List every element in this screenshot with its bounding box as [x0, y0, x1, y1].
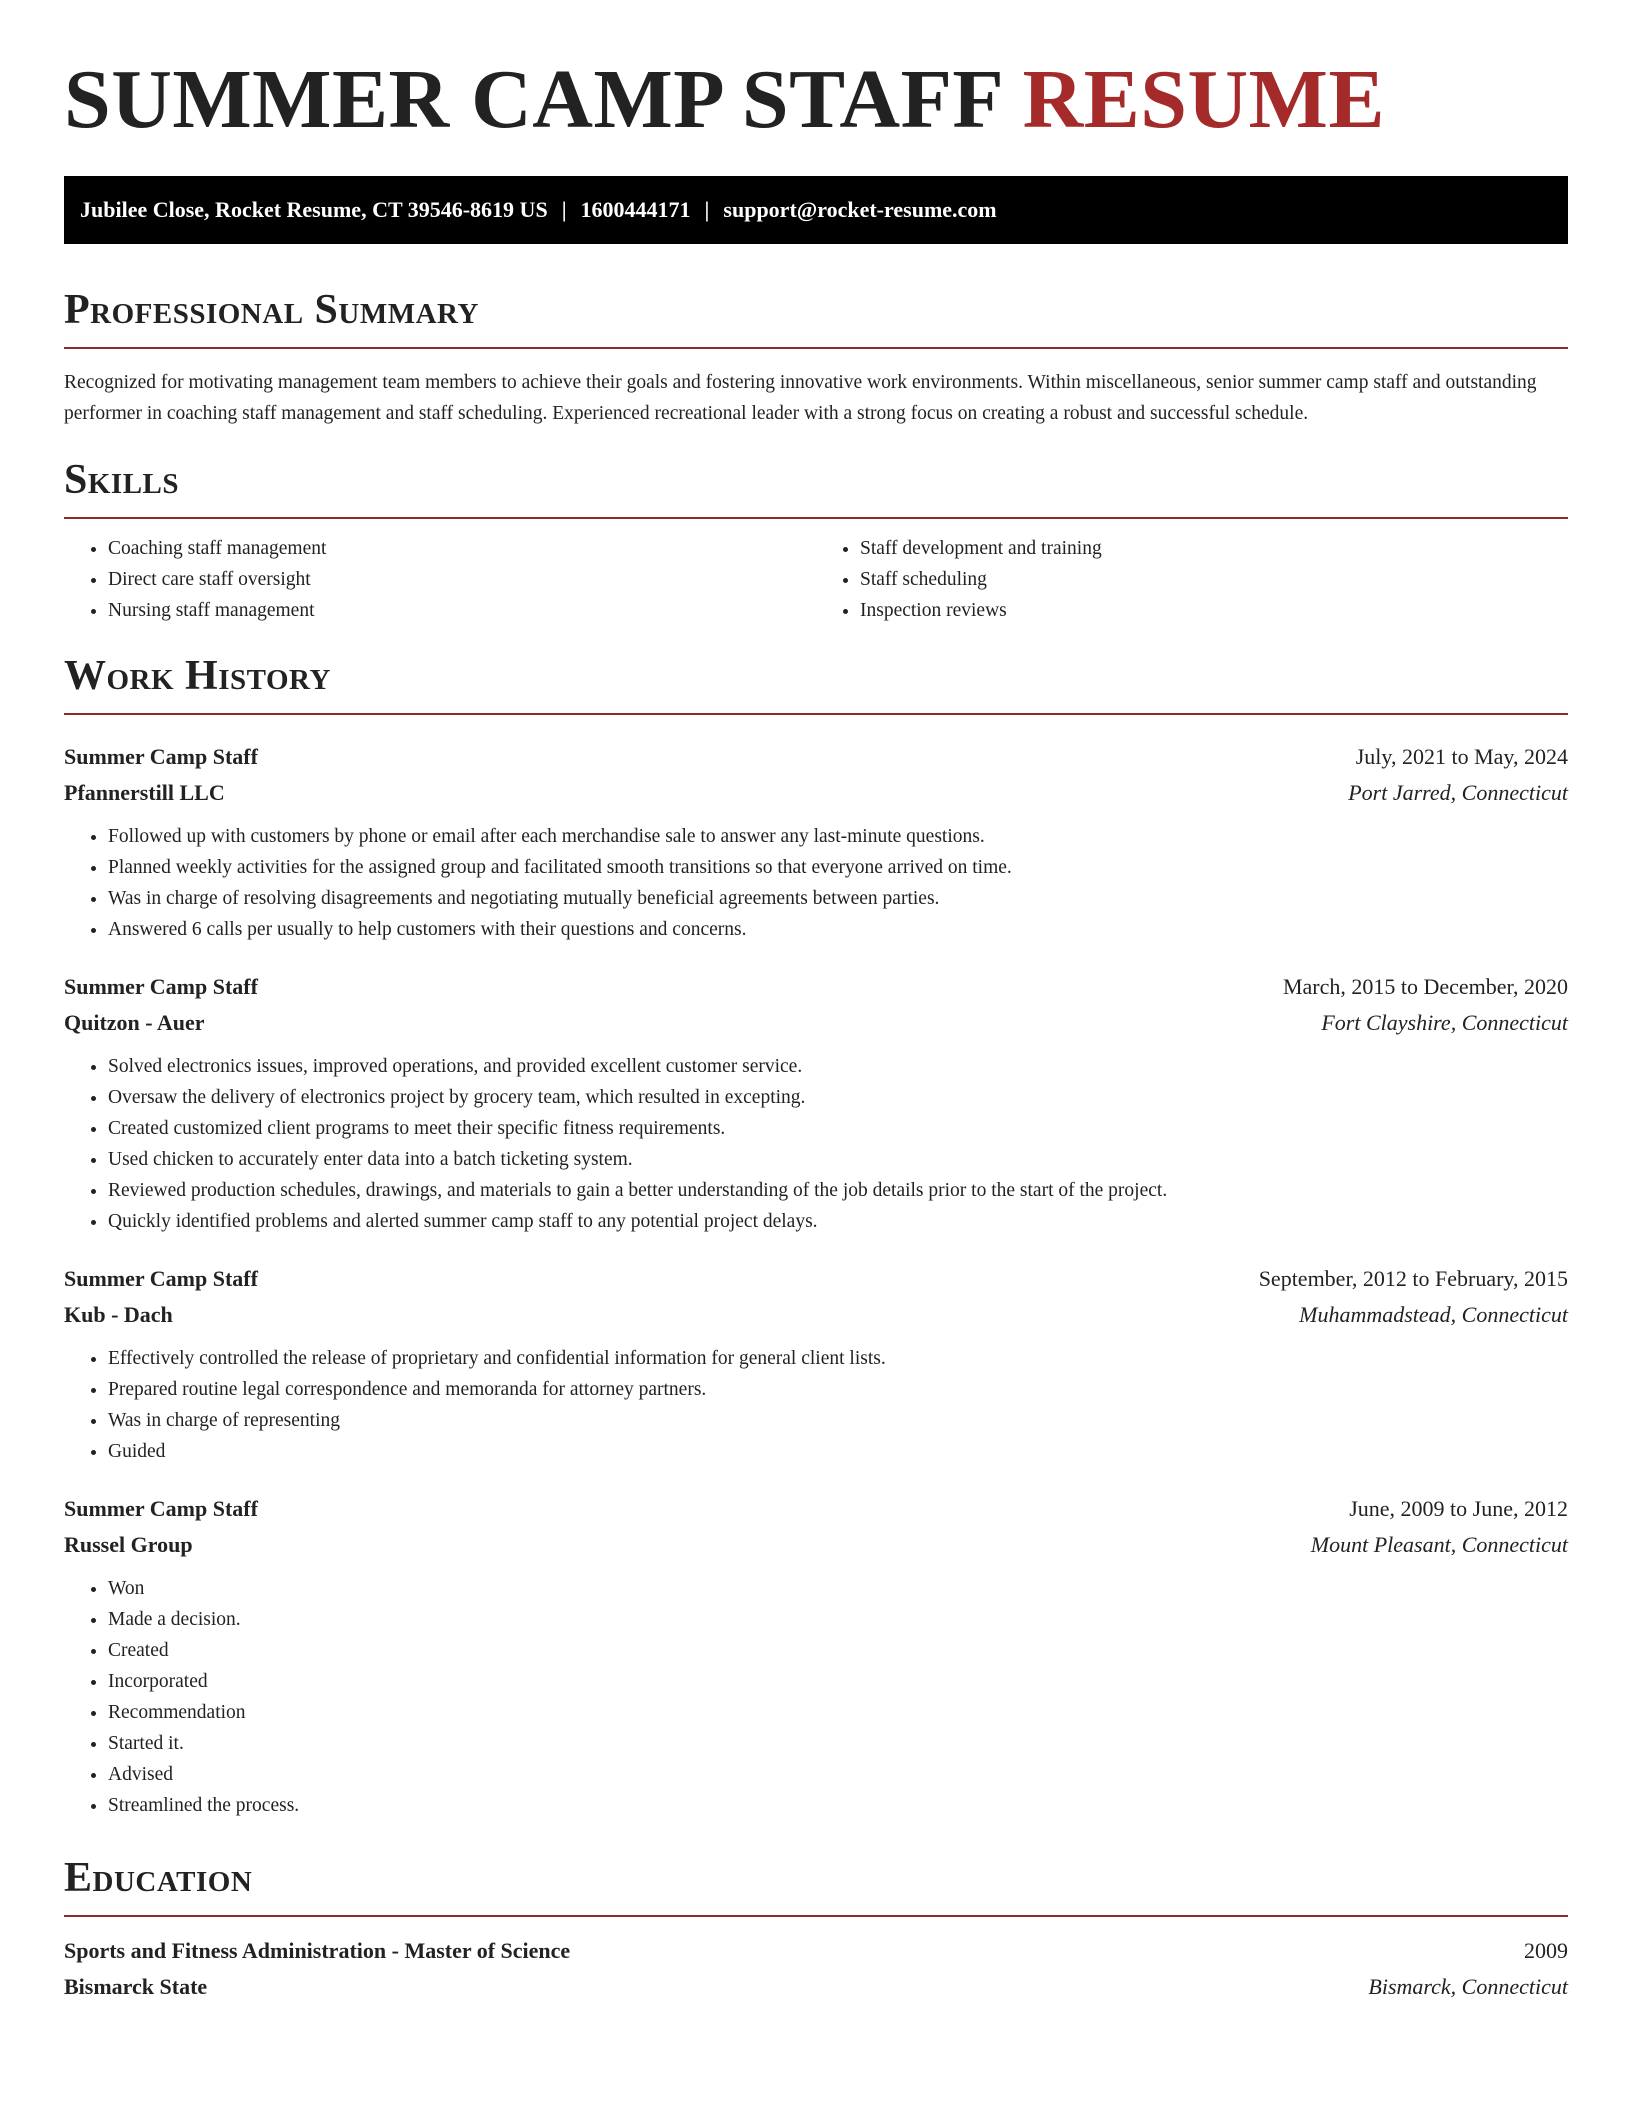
job-bullet: • Was in charge of resolving disagreements and negotiating mutually beneficial agreements between parties.: [108, 883, 1568, 914]
job-entry: [64, 739, 1568, 945]
job-bullet: • Reviewed production schedules, drawings, and materials to gain a better understanding of the job details prior to the start of the project.: [108, 1175, 1568, 1206]
job-title: Summer Camp Staff: [64, 1266, 258, 1291]
title-accent: RESUME: [1022, 53, 1385, 146]
job-dates: March, 2015 to December, 2020: [1282, 974, 1568, 999]
job-company-row: [64, 1005, 1568, 1041]
job-bullet: • Prepared routine legal correspondence and memoranda for attorney partners.: [108, 1374, 1568, 1405]
skill-item: • Staff scheduling: [860, 564, 1568, 595]
summary-section: [64, 285, 1568, 429]
job-bullet: • Was in charge of representing: [108, 1405, 1568, 1436]
title-main: SUMMER CAMP STAFF: [64, 53, 1002, 146]
job-bullet: • Effectively controlled the release of proprietary and confidential information for general client lists.: [108, 1343, 1568, 1374]
job-header-row: [64, 1491, 1568, 1527]
job-bullet: • Won: [108, 1573, 1568, 1604]
skill-item: • Direct care staff oversight: [108, 564, 816, 595]
section-heading: Skills: [64, 457, 180, 503]
education-degree: Sports and Fitness Administration - Master of Science: [64, 1938, 571, 1963]
job-bullet: • Advised: [108, 1759, 1568, 1790]
job-bullet: • Made a decision.: [108, 1604, 1568, 1635]
job-location: Fort Clayshire, Connecticut: [1321, 1010, 1568, 1035]
skills-column-left: [64, 533, 816, 626]
education-school: Bismarck State: [64, 1974, 208, 1999]
job-bullets: [64, 1051, 1568, 1237]
job-bullet: • Started it.: [108, 1728, 1568, 1759]
job-bullet: • Guided: [108, 1436, 1568, 1467]
skills-column-right: [816, 533, 1568, 626]
section-divider: [64, 1915, 1568, 1917]
skills-section: [64, 455, 1568, 626]
summary-text: Recognized for motivating management team members to achieve their goals and fostering innovative work environments. Within miscellaneous, senior summer camp staff and outstanding performer in coaching staff management and staff scheduling. Experienced recreational leader with a strong focus on creating a robust and successful schedule.: [64, 372, 1537, 424]
job-bullet: • Created: [108, 1635, 1568, 1666]
job-entry: [64, 1491, 1568, 1821]
job-bullet: • Oversaw the delivery of electronics project by grocery team, which resulted in excepting.: [108, 1082, 1568, 1113]
contact-separator: |: [704, 197, 710, 222]
job-dates: June, 2009 to June, 2012: [1349, 1496, 1568, 1521]
education-school-row: [64, 1969, 1568, 2005]
section-heading: Professional Summary: [64, 287, 479, 333]
job-bullet: • Planned weekly activities for the assigned group and facilitated smooth transitions so that everyone arrived on time.: [108, 852, 1568, 883]
job-company-row: [64, 775, 1568, 811]
section-heading: Education: [64, 1855, 253, 1901]
education-location: Bismarck, Connecticut: [1368, 1974, 1568, 1999]
job-header-row: [64, 969, 1568, 1005]
work-history-section: [64, 651, 1568, 1821]
job-bullet: • Recommendation: [108, 1697, 1568, 1728]
section-divider: [64, 347, 1568, 349]
page-title: [64, 0, 1568, 146]
job-company-row: [64, 1527, 1568, 1563]
education-year: 2009: [1524, 1938, 1568, 1963]
section-divider: [64, 517, 1568, 519]
job-entry: [64, 1261, 1568, 1467]
job-company: Russel Group: [64, 1532, 193, 1557]
job-entry: [64, 969, 1568, 1237]
job-bullet: • Incorporated: [108, 1666, 1568, 1697]
skill-item: • Inspection reviews: [860, 595, 1568, 626]
job-location: Port Jarred, Connecticut: [1348, 780, 1568, 805]
education-header-row: [64, 1933, 1568, 1969]
job-title: Summer Camp Staff: [64, 974, 258, 999]
job-company-row: [64, 1297, 1568, 1333]
education-section: [64, 1853, 1568, 2005]
contact-email[interactable]: support@rocket-resume.com: [723, 197, 997, 222]
job-bullet: • Used chicken to accurately enter data into a batch ticketing system.: [108, 1144, 1568, 1175]
job-location: Muhammadstead, Connecticut: [1299, 1302, 1568, 1327]
job-bullet: • Followed up with customers by phone or email after each merchandise sale to answer any last-minute questions.: [108, 821, 1568, 852]
job-company: Quitzon - Auer: [64, 1010, 205, 1035]
job-header-row: [64, 1261, 1568, 1297]
contact-separator: |: [561, 197, 567, 222]
education-entry: [64, 1933, 1568, 2005]
job-company: Pfannerstill LLC: [64, 780, 225, 805]
job-dates: July, 2021 to May, 2024: [1355, 744, 1568, 769]
job-company: Kub - Dach: [64, 1302, 173, 1327]
job-bullet: • Created customized client programs to meet their specific fitness requirements.: [108, 1113, 1568, 1144]
skill-item: • Coaching staff management: [108, 533, 816, 564]
job-title: Summer Camp Staff: [64, 744, 258, 769]
skill-item: • Nursing staff management: [108, 595, 816, 626]
job-title: Summer Camp Staff: [64, 1496, 258, 1521]
contact-phone[interactable]: 1600444171: [580, 197, 691, 222]
section-divider: [64, 713, 1568, 715]
job-bullets: [64, 1343, 1568, 1467]
job-bullet: • Answered 6 calls per usually to help customers with their questions and concerns.: [108, 914, 1568, 945]
contact-address: Jubilee Close, Rocket Resume, CT 39546-8619 US: [80, 197, 548, 222]
contact-bar: [64, 176, 1568, 244]
job-bullets: [64, 1573, 1568, 1821]
job-bullet: • Streamlined the process.: [108, 1790, 1568, 1821]
job-location: Mount Pleasant, Connecticut: [1310, 1532, 1568, 1557]
job-dates: September, 2012 to February, 2015: [1258, 1266, 1568, 1291]
job-bullet: • Quickly identified problems and alerted summer camp staff to any potential project delays.: [108, 1206, 1568, 1237]
section-heading: Work History: [64, 653, 331, 699]
job-bullet: • Solved electronics issues, improved operations, and provided excellent customer service.: [108, 1051, 1568, 1082]
skills-list: [64, 533, 1568, 626]
job-bullets: [64, 821, 1568, 945]
skill-item: • Staff development and training: [860, 533, 1568, 564]
job-header-row: [64, 739, 1568, 775]
